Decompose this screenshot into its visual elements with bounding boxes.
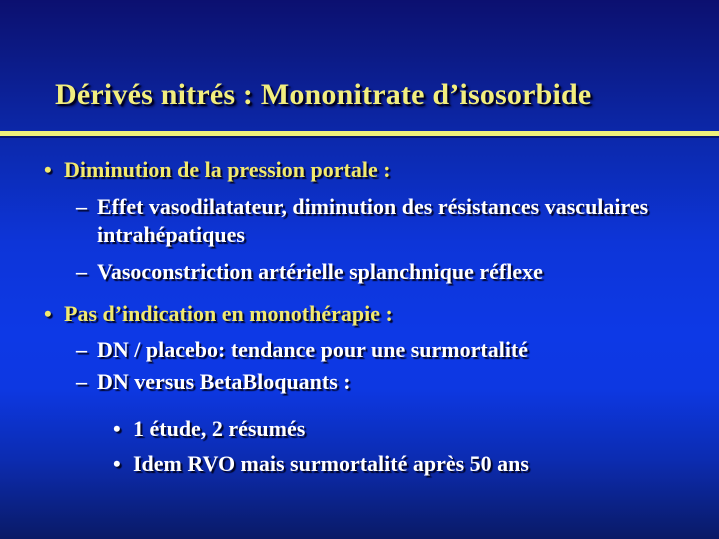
list-item xyxy=(0,300,719,328)
dash-icon: – xyxy=(76,369,87,394)
dash-icon: – xyxy=(76,194,87,219)
bullet-dot-icon: • xyxy=(113,416,121,441)
dash-icon: – xyxy=(76,259,87,284)
dash-icon: – xyxy=(76,337,87,362)
list-item xyxy=(0,193,719,249)
list-item xyxy=(0,156,719,184)
list-item-text: DN versus BetaBloquants : xyxy=(97,369,351,394)
list-item xyxy=(0,336,719,364)
list-item-text: Idem RVO mais surmortalité après 50 ans xyxy=(133,451,529,476)
title-divider-line xyxy=(0,131,719,136)
slide-title: Dérivés nitrés : Mononitrate d’isosorbide xyxy=(55,78,592,111)
bullet-dot-icon: • xyxy=(44,301,52,326)
bullet-list xyxy=(0,156,719,478)
list-item xyxy=(0,415,719,443)
bullet-dot-icon: • xyxy=(113,451,121,476)
list-item-text: DN / placebo: tendance pour une surmortalité xyxy=(97,337,529,362)
bullet-dot-icon: • xyxy=(44,157,52,182)
list-item-text: 1 étude, 2 résumés xyxy=(133,416,306,441)
list-item-text: Pas d’indication en monothérapie : xyxy=(64,301,393,326)
list-item-text: Vasoconstriction artérielle splanchnique réflexe xyxy=(97,259,543,284)
list-item xyxy=(0,258,719,286)
list-item xyxy=(0,368,719,396)
list-item-text: Diminution de la pression portale : xyxy=(64,157,391,182)
list-item xyxy=(0,450,719,478)
list-item-text: Effet vasodilatateur, diminution des résistances vasculaires intrahépatiques xyxy=(97,194,649,247)
